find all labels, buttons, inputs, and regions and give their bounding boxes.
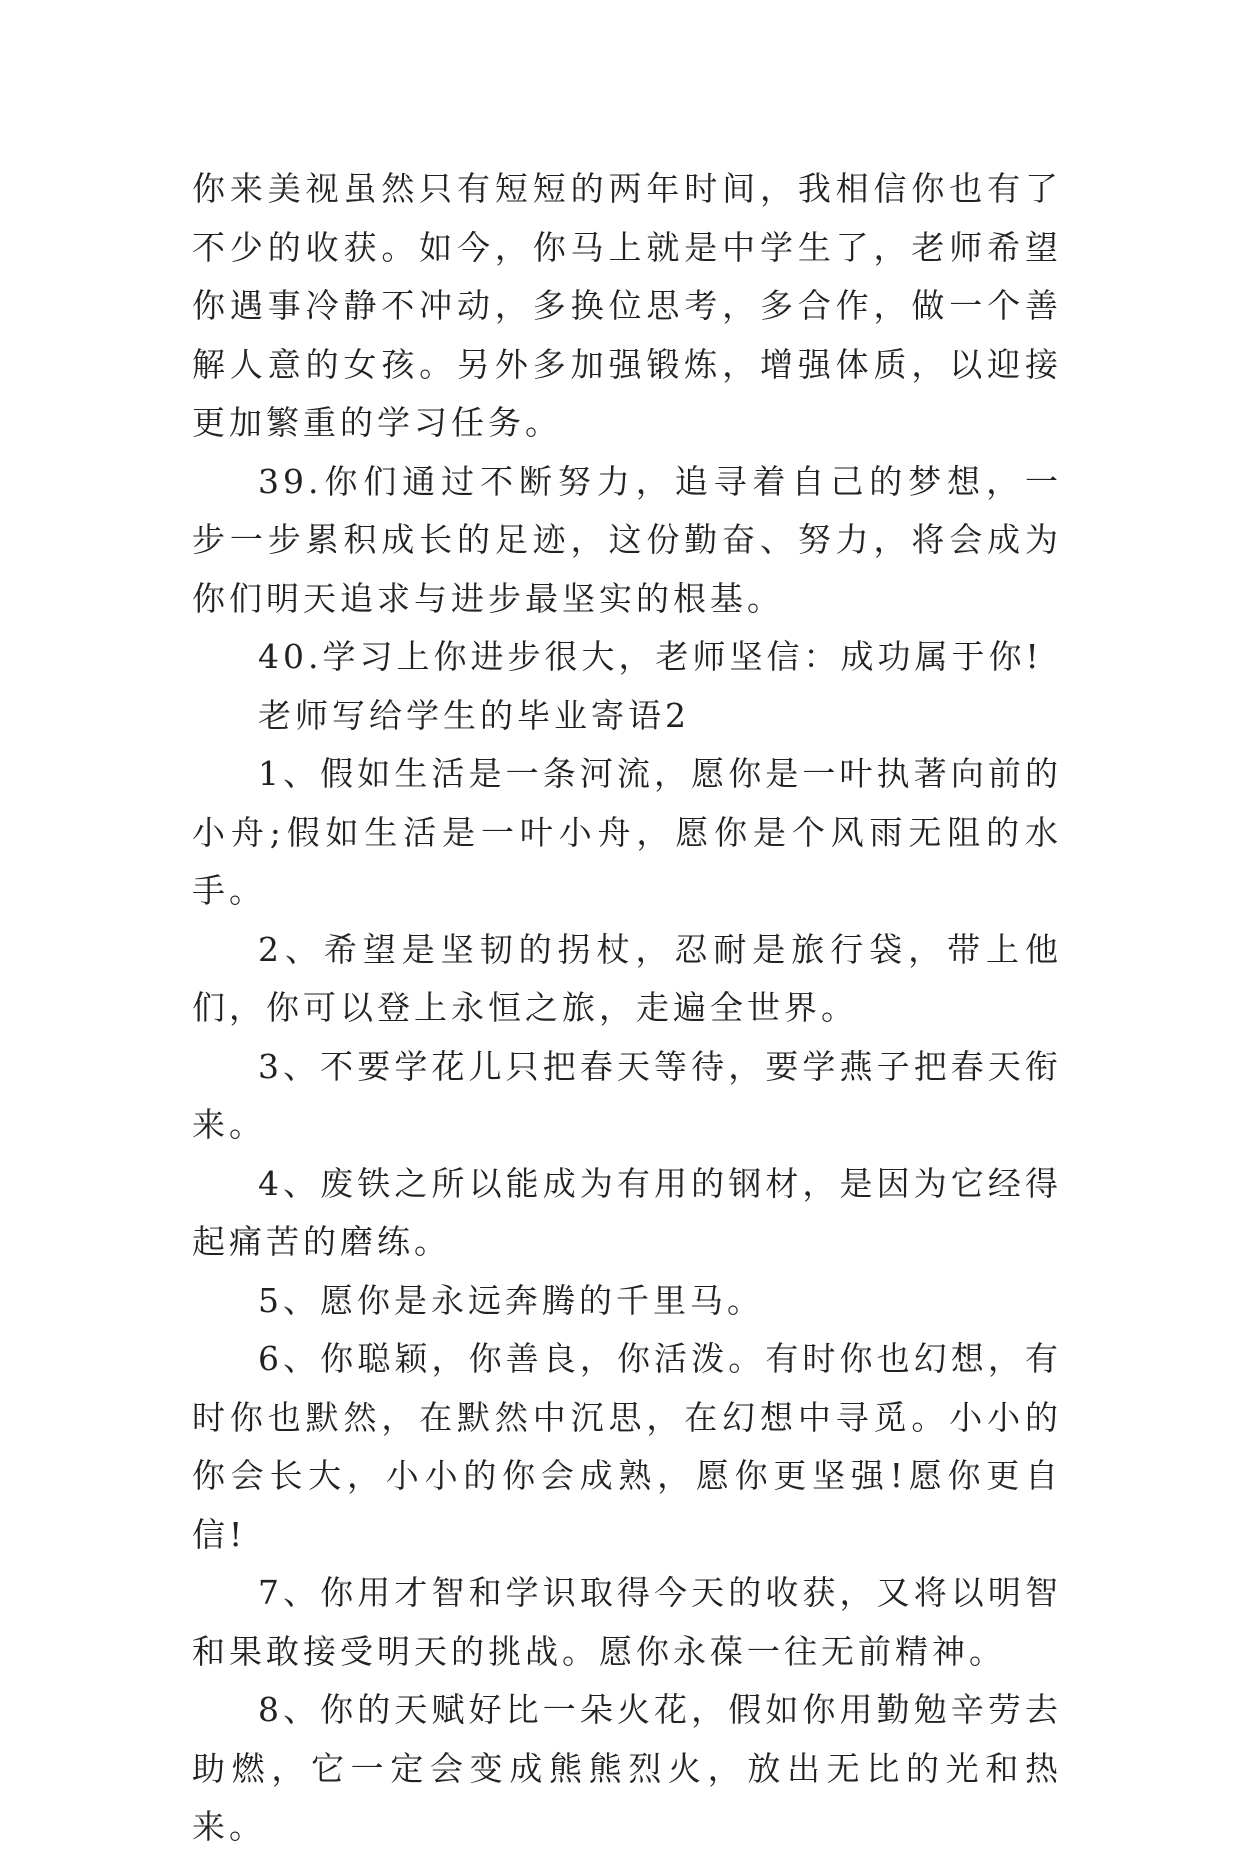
document-page <box>192 160 1062 1857</box>
paragraph-item-3: 3、不要学花儿只把春天等待，要学燕子把春天衔来。 <box>192 1046 1062 1144</box>
paragraph-item-6: 6、你聪颖，你善良，你活泼。有时你也幻想，有时你也默然，在默然中沉思，在幻想中寻觅。小小的你会长大，小小的你会成熟，愿你更坚强!愿你更自信! <box>192 1339 1062 1554</box>
section-heading: 老师写给学生的毕业寄语2 <box>258 695 690 735</box>
paragraph-item-2: 2、希望是坚韧的拐杖，忍耐是旅行袋，带上他们，你可以登上永恒之旅，走遍全世界。 <box>192 929 1062 1027</box>
paragraph-item-40: 40.学习上你进步很大，老师坚信：成功属于你! <box>258 637 1043 676</box>
paragraph-item-4: 4、废铁之所以能成为有用的钢材，是因为它经得起痛苦的磨练。 <box>192 1163 1062 1261</box>
paragraph-continuation: 你来美视虽然只有短短的两年时间，我相信你也有了不少的收获。如今，你马上就是中学生了，老师希望你遇事冷静不冲动，多换位思考，多合作，做一个善解人意的女孩。另外多加强锻炼，增强体质，以迎接更加繁重的学习任务。 <box>192 169 1062 442</box>
paragraph-item-1: 1、假如生活是一条河流，愿你是一叶执著向前的小舟;假如生活是一叶小舟，愿你是个风雨无阻的水手。 <box>192 754 1062 910</box>
paragraph-item-39: 39.你们通过不断努力，追寻着自己的梦想，一步一步累积成长的足迹，这份勤奋、努力，将会成为你们明天追求与进步最坚实的根基。 <box>192 461 1062 618</box>
paragraph-item-8: 8、你的天赋好比一朵火花，假如你用勤勉辛劳去助燃，它一定会变成熊熊烈火，放出无比的光和热来。 <box>192 1690 1062 1846</box>
paragraph-item-7: 7、你用才智和学识取得今天的收获，又将以明智和果敢接受明天的挑战。愿你永葆一往无前精神。 <box>192 1573 1062 1671</box>
paragraph-item-5: 5、愿你是永远奔腾的千里马。 <box>258 1280 764 1320</box>
